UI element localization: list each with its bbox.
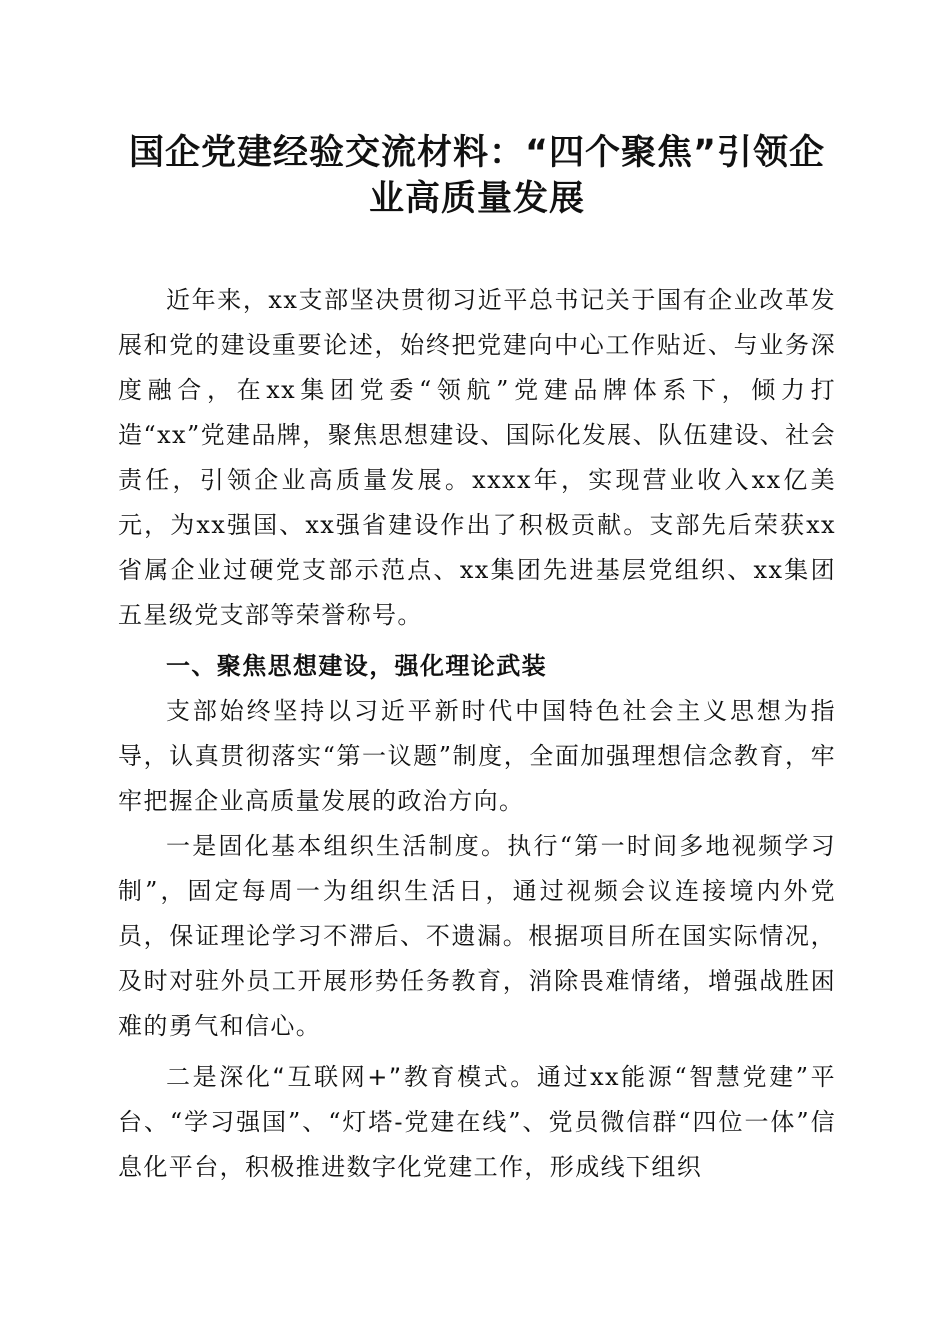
item-1-lead: 一是固化基本组织生活制度。 [166,832,508,860]
document-title: 国企党建经验交流材料：“四个聚焦”引领企业高质量发展 [128,133,825,219]
item-1-paragraph [118,824,836,1049]
item-2-text: 通过xx能源“智慧党建”平台、“学习强国”、“灯塔-党建在线”、党员微信群“四位一体”信息化平台，积极推进数字化党建工作，形成线下组织 [118,1063,836,1181]
section-heading-1: 一、聚焦思想建设，强化理论武装 [166,652,547,680]
section-1-paragraph: 支部始终坚持以习近平新时代中国特色社会主义思想为指导，认真贯彻落实“第一议题”制度，全面加强理想信念教育，牢牢把握企业高质量发展的政治方向。 [118,697,836,815]
item-2-paragraph [118,1055,836,1190]
item-1-text: 执行“第一时间多地视频学习制”，固定每周一为组织生活日，通过视频会议连接境内外党员，保证理论学习不滞后、不遗漏。根据项目所在国实际情况，及时对驻外员工开展形势任务教育，消除畏难情绪，增强战胜困难的勇气和信心。 [118,832,837,1040]
document-page [118,130,836,1190]
intro-paragraph: 近年来，xx支部坚决贯彻习近平总书记关于国有企业改革发展和党的建设重要论述，始终把党建向中心工作贴近、与业务深度融合，在xx集团党委“领航”党建品牌体系下，倾力打造“xx”党建品牌，聚焦思想建设、国际化发展、队伍建设、社会责任，引领企业高质量发展。xxxx年，实现营业收入xx亿美元，为xx强国、xx强省建设作出了积极贡献。支部先后荣获xx省属企业过硬党支部示范点、xx集团先进基层党组织、xx集团五星级党支部等荣誉称号。 [118,286,836,629]
item-2-lead: 二是深化“互联网+”教育模式。 [166,1063,537,1091]
